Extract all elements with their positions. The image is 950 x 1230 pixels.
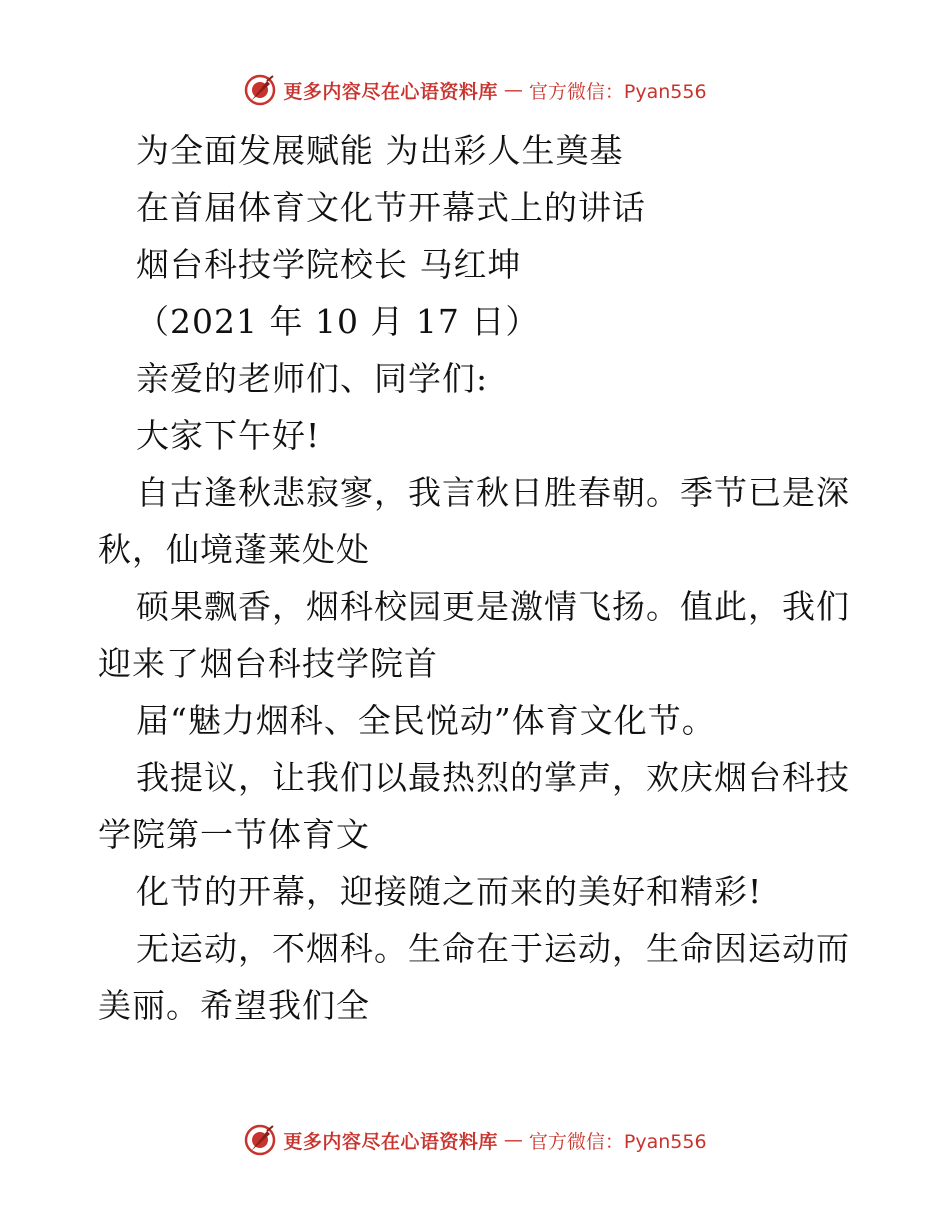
paragraph-line: 迎来了烟台科技学院首: [98, 644, 438, 683]
wechat-contact-text: 官方微信：Pyan556: [528, 80, 707, 103]
paragraph-line: 美丽。希望我们全: [98, 986, 370, 1025]
author-line: 烟台科技学院校长 马红坤: [136, 245, 522, 284]
paragraph-line: 我提议，让我们以最热烈的掌声，欢庆烟台科技: [136, 758, 850, 797]
paragraph-line: 无运动，不烟科。生命在于运动，生命因运动而: [136, 929, 850, 968]
paragraph-line: 学院第一节体育文: [98, 815, 370, 854]
paragraph-line: 秋，仙境蓬莱处处: [98, 530, 370, 569]
site-name-text: 更多内容尽在心语资料库: [283, 1130, 498, 1153]
document-body: [98, 122, 858, 1034]
footer-watermark-banner: [0, 1120, 950, 1160]
paragraph-line: 硕果飘香，烟科校园更是激情飞扬。值此，我们: [136, 587, 850, 626]
title-line-1: 为全面发展赋能 为出彩人生奠基: [136, 131, 624, 170]
title-line-2: 在首届体育文化节开幕式上的讲话: [136, 188, 646, 227]
site-name-text: 更多内容尽在心语资料库: [283, 80, 498, 103]
quill-logo-icon: [243, 1123, 277, 1157]
date-line: （2021 年 10 月 17 日）: [136, 302, 540, 341]
paragraph-line: 届“魅力烟科、全民悦动”体育文化节。: [136, 701, 716, 740]
greeting-line: 大家下午好!: [136, 416, 321, 455]
wechat-contact-text: 官方微信：Pyan556: [528, 1130, 707, 1153]
salutation-line: 亲爱的老师们、同学们:: [136, 359, 489, 398]
paragraph-line: 自古逢秋悲寂寥，我言秋日胜春朝。季节已是深: [136, 473, 850, 512]
separator-dash: —: [503, 79, 523, 101]
separator-dash: —: [503, 1129, 523, 1151]
header-watermark-banner: [0, 70, 950, 110]
quill-logo-icon: [243, 73, 277, 107]
paragraph-line: 化节的开幕，迎接随之而来的美好和精彩!: [136, 872, 763, 911]
